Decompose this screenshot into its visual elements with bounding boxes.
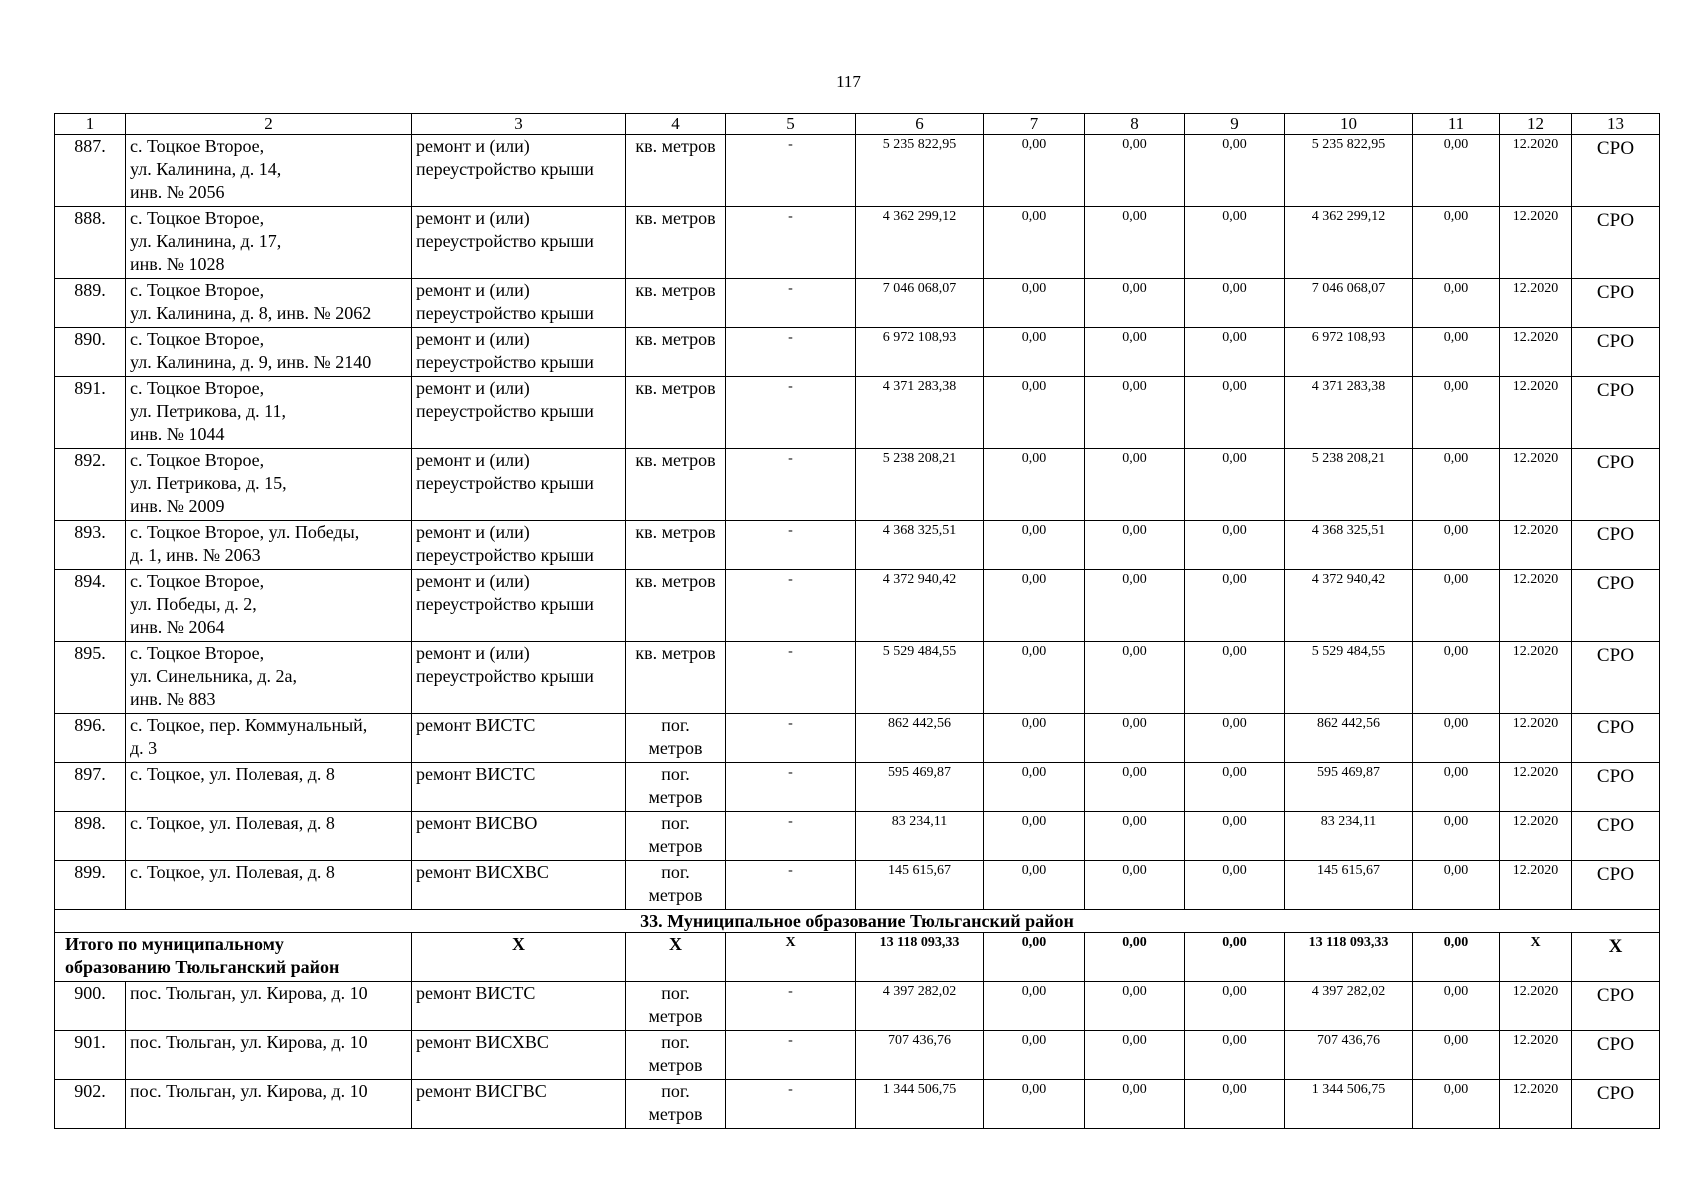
col9-cell: 0,00 <box>1185 377 1285 449</box>
work-type-cell: ремонт ВИСТС <box>412 763 626 812</box>
row-number: 896. <box>55 714 126 763</box>
col8-cell: 0,00 <box>1085 521 1185 570</box>
total-col12: Х <box>1500 933 1572 982</box>
work-type-cell: ремонт и (или) переустройство крыши <box>412 570 626 642</box>
row-number: 901. <box>55 1031 126 1080</box>
col11-cell: 0,00 <box>1413 982 1500 1031</box>
work-type-cell: ремонт ВИСГВС <box>412 1080 626 1129</box>
total-col6: 13 118 093,33 <box>856 933 984 982</box>
total-cost-cell: 5 238 208,21 <box>856 449 984 521</box>
row-number: 898. <box>55 812 126 861</box>
col7-cell: 0,00 <box>984 449 1085 521</box>
fund-cost-cell: 5 238 208,21 <box>1285 449 1413 521</box>
address-cell: пос. Тюльган, ул. Кирова, д. 10 <box>126 982 412 1031</box>
col7-cell: 0,00 <box>984 279 1085 328</box>
total-col5: Х <box>726 933 856 982</box>
address-cell: с. Тоцкое Второе, ул. Калинина, д. 17, инв. № 1028 <box>126 207 412 279</box>
col11-cell: 0,00 <box>1413 207 1500 279</box>
column-header-9: 9 <box>1185 114 1285 135</box>
table-row <box>55 1031 1660 1080</box>
unit-cell: кв. метров <box>626 279 726 328</box>
executor-cell: СРО <box>1572 207 1660 279</box>
row-number: 894. <box>55 570 126 642</box>
column-header-7: 7 <box>984 114 1085 135</box>
col5-cell: - <box>726 1080 856 1129</box>
col9-cell: 0,00 <box>1185 328 1285 377</box>
unit-cell: кв. метров <box>626 642 726 714</box>
fund-cost-cell: 5 235 822,95 <box>1285 135 1413 207</box>
section-title: 33. Муниципальное образование Тюльганский район <box>55 910 1660 933</box>
total-cost-cell: 4 372 940,42 <box>856 570 984 642</box>
total-cost-cell: 5 529 484,55 <box>856 642 984 714</box>
column-header-11: 11 <box>1413 114 1500 135</box>
total-cost-cell: 4 362 299,12 <box>856 207 984 279</box>
unit-cell: пог. метров <box>626 812 726 861</box>
unit-cell: кв. метров <box>626 570 726 642</box>
col5-cell: - <box>726 328 856 377</box>
deadline-cell: 12.2020 <box>1500 377 1572 449</box>
col11-cell: 0,00 <box>1413 714 1500 763</box>
row-number: 888. <box>55 207 126 279</box>
col7-cell: 0,00 <box>984 1031 1085 1080</box>
col9-cell: 0,00 <box>1185 279 1285 328</box>
section-row <box>55 910 1660 933</box>
col5-cell: - <box>726 570 856 642</box>
page-number: 117 <box>836 72 861 91</box>
row-number: 889. <box>55 279 126 328</box>
col8-cell: 0,00 <box>1085 642 1185 714</box>
unit-cell: пог. метров <box>626 763 726 812</box>
column-header-13: 13 <box>1572 114 1660 135</box>
address-cell: пос. Тюльган, ул. Кирова, д. 10 <box>126 1080 412 1129</box>
fund-cost-cell: 5 529 484,55 <box>1285 642 1413 714</box>
col9-cell: 0,00 <box>1185 449 1285 521</box>
executor-cell: СРО <box>1572 642 1660 714</box>
col9-cell: 0,00 <box>1185 135 1285 207</box>
column-header-10: 10 <box>1285 114 1413 135</box>
fund-cost-cell: 4 372 940,42 <box>1285 570 1413 642</box>
col8-cell: 0,00 <box>1085 982 1185 1031</box>
col5-cell: - <box>726 207 856 279</box>
executor-cell: СРО <box>1572 328 1660 377</box>
unit-cell: кв. метров <box>626 135 726 207</box>
table-row <box>55 377 1660 449</box>
fund-cost-cell: 4 397 282,02 <box>1285 982 1413 1031</box>
col7-cell: 0,00 <box>984 521 1085 570</box>
work-type-cell: ремонт ВИСХВС <box>412 861 626 910</box>
col9-cell: 0,00 <box>1185 763 1285 812</box>
total-cost-cell: 1 344 506,75 <box>856 1080 984 1129</box>
col8-cell: 0,00 <box>1085 449 1185 521</box>
total-label: Итого по муниципальному образованию Тюльганский район <box>55 933 412 982</box>
deadline-cell: 12.2020 <box>1500 279 1572 328</box>
work-type-cell: ремонт и (или) переустройство крыши <box>412 377 626 449</box>
col11-cell: 0,00 <box>1413 763 1500 812</box>
col11-cell: 0,00 <box>1413 812 1500 861</box>
col5-cell: - <box>726 982 856 1031</box>
fund-cost-cell: 1 344 506,75 <box>1285 1080 1413 1129</box>
total-cost-cell: 4 371 283,38 <box>856 377 984 449</box>
col11-cell: 0,00 <box>1413 570 1500 642</box>
col8-cell: 0,00 <box>1085 328 1185 377</box>
col5-cell: - <box>726 812 856 861</box>
col9-cell: 0,00 <box>1185 521 1285 570</box>
unit-cell: пог. метров <box>626 861 726 910</box>
executor-cell: СРО <box>1572 812 1660 861</box>
table-row <box>55 570 1660 642</box>
col8-cell: 0,00 <box>1085 1080 1185 1129</box>
unit-cell: кв. метров <box>626 449 726 521</box>
table-row <box>55 449 1660 521</box>
row-number: 892. <box>55 449 126 521</box>
table-row <box>55 714 1660 763</box>
total-col7: 0,00 <box>984 933 1085 982</box>
col7-cell: 0,00 <box>984 982 1085 1031</box>
executor-cell: СРО <box>1572 279 1660 328</box>
col7-cell: 0,00 <box>984 570 1085 642</box>
table-row <box>55 328 1660 377</box>
col8-cell: 0,00 <box>1085 1031 1185 1080</box>
row-number: 902. <box>55 1080 126 1129</box>
column-header-6: 6 <box>856 114 984 135</box>
table-row <box>55 812 1660 861</box>
row-number: 893. <box>55 521 126 570</box>
fund-cost-cell: 862 442,56 <box>1285 714 1413 763</box>
total-cost-cell: 5 235 822,95 <box>856 135 984 207</box>
col11-cell: 0,00 <box>1413 377 1500 449</box>
executor-cell: СРО <box>1572 135 1660 207</box>
deadline-cell: 12.2020 <box>1500 642 1572 714</box>
deadline-cell: 12.2020 <box>1500 207 1572 279</box>
executor-cell: СРО <box>1572 714 1660 763</box>
col5-cell: - <box>726 763 856 812</box>
executor-cell: СРО <box>1572 861 1660 910</box>
col7-cell: 0,00 <box>984 377 1085 449</box>
col5-cell: - <box>726 279 856 328</box>
total-cost-cell: 595 469,87 <box>856 763 984 812</box>
table-row <box>55 1080 1660 1129</box>
unit-cell: пог. метров <box>626 1031 726 1080</box>
address-cell: с. Тоцкое Второе, ул. Петрикова, д. 15, инв. № 2009 <box>126 449 412 521</box>
total-cost-cell: 4 368 325,51 <box>856 521 984 570</box>
col7-cell: 0,00 <box>984 714 1085 763</box>
work-type-cell: ремонт и (или) переустройство крыши <box>412 135 626 207</box>
fund-cost-cell: 595 469,87 <box>1285 763 1413 812</box>
col11-cell: 0,00 <box>1413 1031 1500 1080</box>
col11-cell: 0,00 <box>1413 861 1500 910</box>
work-type-cell: ремонт ВИСХВС <box>412 1031 626 1080</box>
col7-cell: 0,00 <box>984 1080 1085 1129</box>
work-type-cell: ремонт и (или) переустройство крыши <box>412 207 626 279</box>
row-number: 899. <box>55 861 126 910</box>
unit-cell: кв. метров <box>626 521 726 570</box>
col8-cell: 0,00 <box>1085 207 1185 279</box>
col8-cell: 0,00 <box>1085 279 1185 328</box>
table-row <box>55 861 1660 910</box>
col7-cell: 0,00 <box>984 763 1085 812</box>
work-type-cell: ремонт и (или) переустройство крыши <box>412 449 626 521</box>
total-col3: Х <box>412 933 626 982</box>
table-row <box>55 207 1660 279</box>
unit-cell: кв. метров <box>626 377 726 449</box>
executor-cell: СРО <box>1572 570 1660 642</box>
deadline-cell: 12.2020 <box>1500 1031 1572 1080</box>
fund-cost-cell: 83 234,11 <box>1285 812 1413 861</box>
row-number: 891. <box>55 377 126 449</box>
executor-cell: СРО <box>1572 521 1660 570</box>
col7-cell: 0,00 <box>984 207 1085 279</box>
total-col11: 0,00 <box>1413 933 1500 982</box>
total-col10: 13 118 093,33 <box>1285 933 1413 982</box>
col8-cell: 0,00 <box>1085 377 1185 449</box>
total-cost-cell: 862 442,56 <box>856 714 984 763</box>
column-header-4: 4 <box>626 114 726 135</box>
address-cell: с. Тоцкое Второе, ул. Победы, д. 1, инв. № 2063 <box>126 521 412 570</box>
col5-cell: - <box>726 135 856 207</box>
col11-cell: 0,00 <box>1413 449 1500 521</box>
col9-cell: 0,00 <box>1185 207 1285 279</box>
address-cell: с. Тоцкое Второе, ул. Калинина, д. 8, инв. № 2062 <box>126 279 412 328</box>
unit-cell: кв. метров <box>626 328 726 377</box>
col8-cell: 0,00 <box>1085 135 1185 207</box>
col11-cell: 0,00 <box>1413 328 1500 377</box>
col5-cell: - <box>726 714 856 763</box>
executor-cell: СРО <box>1572 763 1660 812</box>
col5-cell: - <box>726 521 856 570</box>
col5-cell: - <box>726 861 856 910</box>
unit-cell: пог. метров <box>626 1080 726 1129</box>
deadline-cell: 12.2020 <box>1500 328 1572 377</box>
total-cost-cell: 83 234,11 <box>856 812 984 861</box>
row-number: 897. <box>55 763 126 812</box>
unit-cell: пог. метров <box>626 982 726 1031</box>
fund-cost-cell: 4 371 283,38 <box>1285 377 1413 449</box>
col9-cell: 0,00 <box>1185 812 1285 861</box>
total-col4: Х <box>626 933 726 982</box>
col7-cell: 0,00 <box>984 135 1085 207</box>
work-type-cell: ремонт ВИСТС <box>412 714 626 763</box>
work-type-cell: ремонт и (или) переустройство крыши <box>412 328 626 377</box>
address-cell: с. Тоцкое Второе, ул. Петрикова, д. 11, инв. № 1044 <box>126 377 412 449</box>
table-row <box>55 982 1660 1031</box>
deadline-cell: 12.2020 <box>1500 861 1572 910</box>
row-number: 895. <box>55 642 126 714</box>
deadline-cell: 12.2020 <box>1500 714 1572 763</box>
col9-cell: 0,00 <box>1185 1031 1285 1080</box>
fund-cost-cell: 7 046 068,07 <box>1285 279 1413 328</box>
unit-cell: кв. метров <box>626 207 726 279</box>
deadline-cell: 12.2020 <box>1500 763 1572 812</box>
executor-cell: СРО <box>1572 1031 1660 1080</box>
executor-cell: СРО <box>1572 377 1660 449</box>
address-cell: с. Тоцкое Второе, ул. Победы, д. 2, инв. № 2064 <box>126 570 412 642</box>
deadline-cell: 12.2020 <box>1500 135 1572 207</box>
header-row <box>55 114 1660 135</box>
table-row <box>55 135 1660 207</box>
col7-cell: 0,00 <box>984 861 1085 910</box>
total-cost-cell: 4 397 282,02 <box>856 982 984 1031</box>
address-cell: с. Тоцкое, ул. Полевая, д. 8 <box>126 812 412 861</box>
deadline-cell: 12.2020 <box>1500 521 1572 570</box>
executor-cell: СРО <box>1572 449 1660 521</box>
address-cell: с. Тоцкое, пер. Коммунальный, д. 3 <box>126 714 412 763</box>
col8-cell: 0,00 <box>1085 812 1185 861</box>
col9-cell: 0,00 <box>1185 570 1285 642</box>
col9-cell: 0,00 <box>1185 861 1285 910</box>
address-cell: с. Тоцкое Второе, ул. Калинина, д. 9, инв. № 2140 <box>126 328 412 377</box>
col5-cell: - <box>726 449 856 521</box>
address-cell: с. Тоцкое, ул. Полевая, д. 8 <box>126 861 412 910</box>
table-row <box>55 521 1660 570</box>
total-col13: Х <box>1572 933 1660 982</box>
row-number: 900. <box>55 982 126 1031</box>
total-cost-cell: 6 972 108,93 <box>856 328 984 377</box>
col8-cell: 0,00 <box>1085 714 1185 763</box>
column-header-5: 5 <box>726 114 856 135</box>
total-cost-cell: 145 615,67 <box>856 861 984 910</box>
fund-cost-cell: 4 368 325,51 <box>1285 521 1413 570</box>
row-number: 887. <box>55 135 126 207</box>
deadline-cell: 12.2020 <box>1500 449 1572 521</box>
deadline-cell: 12.2020 <box>1500 570 1572 642</box>
deadline-cell: 12.2020 <box>1500 812 1572 861</box>
col7-cell: 0,00 <box>984 328 1085 377</box>
col9-cell: 0,00 <box>1185 1080 1285 1129</box>
column-header-1: 1 <box>55 114 126 135</box>
col9-cell: 0,00 <box>1185 642 1285 714</box>
col11-cell: 0,00 <box>1413 642 1500 714</box>
col7-cell: 0,00 <box>984 812 1085 861</box>
fund-cost-cell: 145 615,67 <box>1285 861 1413 910</box>
capital-repair-table <box>54 113 1660 1129</box>
col8-cell: 0,00 <box>1085 861 1185 910</box>
fund-cost-cell: 6 972 108,93 <box>1285 328 1413 377</box>
col5-cell: - <box>726 642 856 714</box>
unit-cell: пог. метров <box>626 714 726 763</box>
work-type-cell: ремонт ВИСВО <box>412 812 626 861</box>
total-col8: 0,00 <box>1085 933 1185 982</box>
col5-cell: - <box>726 377 856 449</box>
col7-cell: 0,00 <box>984 642 1085 714</box>
work-type-cell: ремонт и (или) переустройство крыши <box>412 279 626 328</box>
work-type-cell: ремонт и (или) переустройство крыши <box>412 642 626 714</box>
col9-cell: 0,00 <box>1185 714 1285 763</box>
address-cell: пос. Тюльган, ул. Кирова, д. 10 <box>126 1031 412 1080</box>
total-cost-cell: 707 436,76 <box>856 1031 984 1080</box>
address-cell: с. Тоцкое Второе, ул. Калинина, д. 14, инв. № 2056 <box>126 135 412 207</box>
table-row <box>55 642 1660 714</box>
deadline-cell: 12.2020 <box>1500 982 1572 1031</box>
row-number: 890. <box>55 328 126 377</box>
address-cell: с. Тоцкое, ул. Полевая, д. 8 <box>126 763 412 812</box>
total-cost-cell: 7 046 068,07 <box>856 279 984 328</box>
col11-cell: 0,00 <box>1413 1080 1500 1129</box>
col5-cell: - <box>726 1031 856 1080</box>
column-header-3: 3 <box>412 114 626 135</box>
col9-cell: 0,00 <box>1185 982 1285 1031</box>
column-header-2: 2 <box>126 114 412 135</box>
table-row <box>55 763 1660 812</box>
executor-cell: СРО <box>1572 982 1660 1031</box>
col11-cell: 0,00 <box>1413 521 1500 570</box>
address-cell: с. Тоцкое Второе, ул. Синельника, д. 2а, инв. № 883 <box>126 642 412 714</box>
fund-cost-cell: 707 436,76 <box>1285 1031 1413 1080</box>
table-row <box>55 279 1660 328</box>
deadline-cell: 12.2020 <box>1500 1080 1572 1129</box>
total-row <box>55 933 1660 982</box>
col8-cell: 0,00 <box>1085 570 1185 642</box>
column-header-8: 8 <box>1085 114 1185 135</box>
executor-cell: СРО <box>1572 1080 1660 1129</box>
column-header-12: 12 <box>1500 114 1572 135</box>
fund-cost-cell: 4 362 299,12 <box>1285 207 1413 279</box>
col8-cell: 0,00 <box>1085 763 1185 812</box>
col11-cell: 0,00 <box>1413 135 1500 207</box>
work-type-cell: ремонт и (или) переустройство крыши <box>412 521 626 570</box>
work-type-cell: ремонт ВИСТС <box>412 982 626 1031</box>
col11-cell: 0,00 <box>1413 279 1500 328</box>
total-col9: 0,00 <box>1185 933 1285 982</box>
